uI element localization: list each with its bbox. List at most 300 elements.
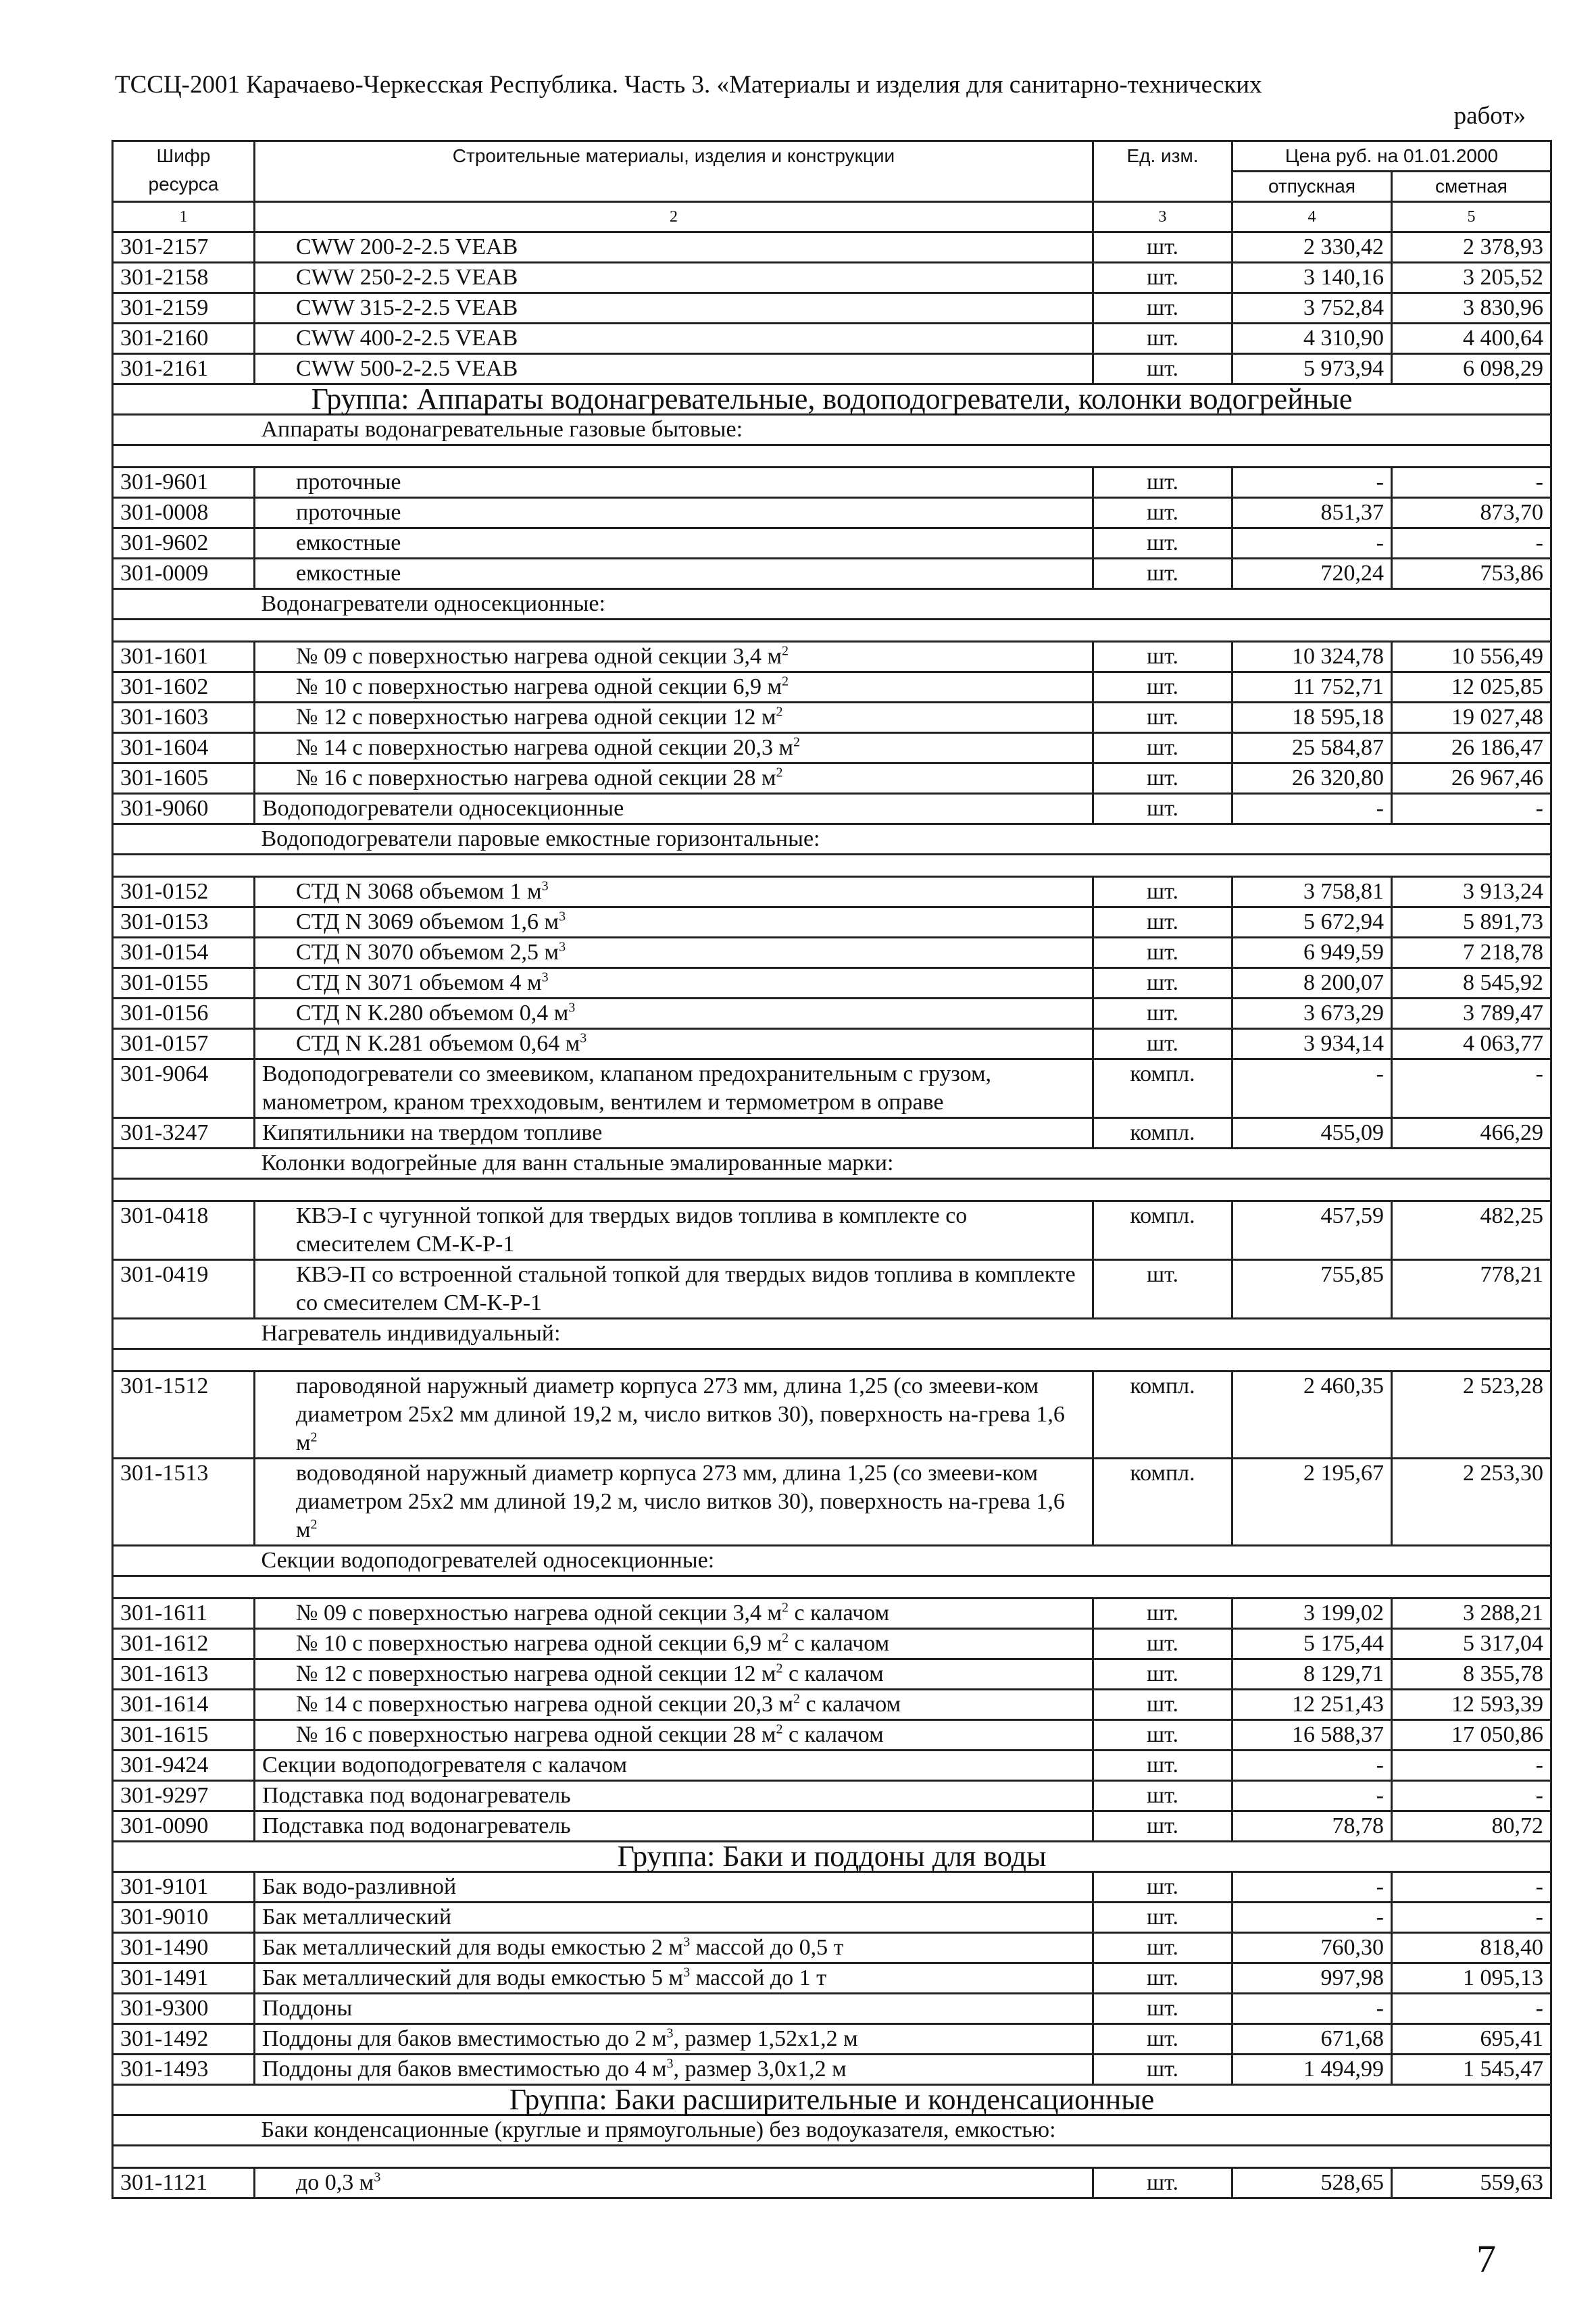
estimate-price: 3 205,52 [1392,263,1551,293]
item-name [255,1118,1093,1149]
unit-of-measure: шт. [1093,1994,1232,2024]
table-row [113,1599,1551,1629]
item-name-text: № 14 с поверхностью нагрева одной секции 20,3 м [296,1692,794,1717]
spacer-row [113,445,1551,468]
release-price: 3 758,81 [1232,877,1392,907]
subgroup-heading: Водонагреватели односекционные: [255,589,1551,620]
subgroup-row [113,824,1551,855]
unit-of-measure: шт. [1093,1029,1232,1059]
resource-code: 301-9601 [113,468,255,498]
estimate-price: 559,63 [1392,2168,1551,2198]
resource-code: 301-1491 [113,1963,255,1994]
resource-code: 301-1512 [113,1372,255,1459]
unit-exponent: 3 [541,970,549,985]
unit-of-measure: компл. [1093,1118,1232,1149]
table-row [113,324,1551,354]
subgroup-row [113,415,1551,445]
resource-code: 301-1601 [113,642,255,672]
item-name-text: Поддоны для баков вместимостью до 2 м [262,2026,667,2051]
resource-code: 301-1513 [113,1459,255,1546]
spacer-row [113,1179,1551,1201]
table-row [113,1260,1551,1319]
release-price: 2 330,42 [1232,232,1392,263]
group-heading-row [113,1842,1551,1872]
estimate-price: 482,25 [1392,1201,1551,1260]
item-name [255,877,1093,907]
table-row [113,1963,1551,1994]
unit-of-measure: шт. [1093,2024,1232,2055]
item-name-text: Подставка под водонагреватель [262,1783,571,1808]
spacer-cell [113,620,1551,642]
release-price: 851,37 [1232,498,1392,528]
item-name-tail: с калачом [789,1631,890,1656]
item-name [255,938,1093,968]
subgroup-heading: Аппараты водонагревательные газовые бытовые: [255,415,1551,445]
unit-exponent: 3 [683,1934,691,1950]
release-price: 760,30 [1232,1933,1392,1963]
unit-exponent: 3 [683,1965,691,1980]
table-row [113,1201,1551,1260]
unit-of-measure: компл. [1093,1459,1232,1546]
table-row [113,1933,1551,1963]
resource-code: 301-2157 [113,232,255,263]
resource-code: 301-0155 [113,968,255,999]
item-name-text: № 14 с поверхностью нагрева одной секции 20,3 м [296,735,794,760]
item-name-text: КВЭ-I с чугунной топкой для твердых видов топлива в комплекте со смесителем СМ-К-Р-1 [296,1203,968,1257]
resource-code: 301-0156 [113,999,255,1029]
item-name [255,1029,1093,1059]
estimate-price: - [1392,1751,1551,1781]
release-price: 457,59 [1232,1201,1392,1260]
resource-code: 301-1603 [113,703,255,733]
estimate-price: 3 288,21 [1392,1599,1551,1629]
table-row [113,703,1551,733]
spacer-row [113,2146,1551,2168]
resource-code: 301-1613 [113,1659,255,1690]
item-name [255,293,1093,324]
estimate-price: 3 789,47 [1392,999,1551,1029]
release-price: 3 673,29 [1232,999,1392,1029]
group-heading-row [113,384,1551,415]
item-name [255,354,1093,384]
table-row [113,1872,1551,1903]
unit-of-measure: шт. [1093,1903,1232,1933]
col-header-price: Цена руб. на 01.01.2000 [1232,141,1551,172]
unit-exponent: 2 [793,1691,801,1707]
item-name [255,1872,1093,1903]
item-name [255,1751,1093,1781]
estimate-price: 2 378,93 [1392,232,1551,263]
col-number: 1 [113,202,255,232]
resource-code: 301-1611 [113,1599,255,1629]
estimate-price: 1 095,13 [1392,1963,1551,1994]
unit-of-measure: шт. [1093,968,1232,999]
unit-of-measure: шт. [1093,907,1232,938]
estimate-price: 3 913,24 [1392,877,1551,907]
item-name-text: Кипятильники на твердом топливе [262,1120,603,1145]
spacer-row [113,1349,1551,1372]
subgroup-heading: Водоподогреватели паровые емкостные горизонтальные: [255,824,1551,855]
unit-of-measure: шт. [1093,877,1232,907]
item-name-text: СТД N К.281 объемом 0,64 м [296,1031,580,1056]
item-name-text: № 16 с поверхностью нагрева одной секции 28 м [296,765,776,790]
estimate-price: - [1392,1903,1551,1933]
unit-exponent: 2 [776,765,783,780]
spacer-row [113,620,1551,642]
release-price: 26 320,80 [1232,763,1392,794]
item-name [255,907,1093,938]
unit-exponent: 3 [374,2169,381,2185]
col-header-estimate-price: сметная [1392,172,1551,202]
table-row [113,938,1551,968]
release-price: 5 973,94 [1232,354,1392,384]
resource-code: 301-2159 [113,293,255,324]
subgroup-row [113,589,1551,620]
estimate-price: 4 400,64 [1392,324,1551,354]
unit-of-measure: шт. [1093,354,1232,384]
item-name [255,1811,1093,1842]
resource-code: 301-1493 [113,2055,255,2085]
resource-code: 301-1121 [113,2168,255,2198]
release-price: 2 460,35 [1232,1372,1392,1459]
item-name-text: емкостные [296,530,401,555]
release-price: 18 595,18 [1232,703,1392,733]
unit-of-measure: шт. [1093,2168,1232,2198]
item-name-text: CWW 400-2-2.5 VEAB [296,326,518,351]
table-row [113,1994,1551,2024]
item-name-tail: массой до 0,5 т [690,1935,844,1960]
estimate-price: 4 063,77 [1392,1029,1551,1059]
page-number: 7 [1476,2237,1496,2281]
item-name-text: Поддоны [262,1996,353,2021]
item-name-text: CWW 250-2-2.5 VEAB [296,265,518,290]
unit-of-measure: шт. [1093,324,1232,354]
estimate-price: 8 545,92 [1392,968,1551,999]
table-row [113,2055,1551,2085]
unit-exponent: 2 [782,1630,789,1646]
unit-exponent: 2 [310,1430,318,1445]
table-row [113,968,1551,999]
item-name-text: № 12 с поверхностью нагрева одной секции 12 м [296,705,776,730]
table-row [113,468,1551,498]
estimate-price: - [1392,1994,1551,2024]
item-name-text: № 10 с поверхностью нагрева одной секции 6,9 м [296,674,782,699]
item-name [255,2055,1093,2085]
subgroup-row [113,2115,1551,2146]
item-name-text: № 09 с поверхностью нагрева одной секции 3,4 м [296,1601,782,1626]
item-name-text: № 09 с поверхностью нагрева одной секции 3,4 м [296,644,782,669]
item-name [255,2168,1093,2198]
item-name [255,1690,1093,1720]
estimate-price: - [1392,1781,1551,1811]
item-name [255,1994,1093,2024]
resource-code: 301-0157 [113,1029,255,1059]
subgroup-row [113,1546,1551,1576]
unit-of-measure: компл. [1093,1372,1232,1459]
unit-of-measure: шт. [1093,672,1232,703]
item-name-text: Секции водоподогревателя с калачом [262,1753,627,1778]
item-name-tail: массой до 1 т [690,1965,826,1990]
item-name-text: проточные [296,470,401,495]
resource-code: 301-9060 [113,794,255,824]
table-row [113,2168,1551,2198]
estimate-price: - [1392,1059,1551,1118]
estimate-price: 2 523,28 [1392,1372,1551,1459]
release-price: 3 140,16 [1232,263,1392,293]
unit-exponent: 2 [776,1721,783,1737]
item-name-text: Водоподогреватели со змеевиком, клапаном предохранительным с грузом, манометром, краном трехходовым, вентилем и термометром в оправе [262,1061,992,1115]
estimate-price: 6 098,29 [1392,354,1551,384]
estimate-price: 753,86 [1392,559,1551,589]
resource-code: 301-9424 [113,1751,255,1781]
release-price: 2 195,67 [1232,1459,1392,1546]
estimate-price: 7 218,78 [1392,938,1551,968]
release-price: 3 199,02 [1232,1599,1392,1629]
table-row [113,1751,1551,1781]
item-name-text: CWW 200-2-2.5 VEAB [296,234,518,259]
item-name-text: СТД N 3068 объемом 1 м [296,879,542,904]
item-name [255,1781,1093,1811]
estimate-price: - [1392,794,1551,824]
spacer-row [113,855,1551,877]
subgroup-blank [113,824,255,855]
resource-code: 301-1615 [113,1720,255,1751]
item-name [255,1201,1093,1260]
estimate-price: 5 891,73 [1392,907,1551,938]
unit-of-measure: шт. [1093,1260,1232,1319]
resource-code: 301-0008 [113,498,255,528]
item-name [255,1963,1093,1994]
release-price: - [1232,1781,1392,1811]
estimate-price: - [1392,1872,1551,1903]
group-heading: Группа: Баки расширительные и конденсационные [113,2085,1551,2115]
release-price: 5 175,44 [1232,1629,1392,1659]
release-price: 5 672,94 [1232,907,1392,938]
release-price: 78,78 [1232,1811,1392,1842]
table-row [113,1720,1551,1751]
release-price: - [1232,528,1392,559]
resource-code: 301-9297 [113,1781,255,1811]
item-name-text: СТД N К.280 объемом 0,4 м [296,1001,569,1026]
col-number: 2 [255,202,1093,232]
estimate-price: 3 830,96 [1392,293,1551,324]
resource-code: 301-1492 [113,2024,255,2055]
item-name [255,1659,1093,1690]
price-table [111,140,1552,2199]
item-name [255,1629,1093,1659]
unit-exponent: 2 [310,1517,318,1532]
release-price: 16 588,37 [1232,1720,1392,1751]
resource-code: 301-0152 [113,877,255,907]
estimate-price: 12 025,85 [1392,672,1551,703]
resource-code: 301-1614 [113,1690,255,1720]
estimate-price: 80,72 [1392,1811,1551,1842]
resource-code: 301-0418 [113,1201,255,1260]
unit-of-measure: шт. [1093,2055,1232,2085]
estimate-price: 5 317,04 [1392,1629,1551,1659]
estimate-price: - [1392,468,1551,498]
release-price: 12 251,43 [1232,1690,1392,1720]
item-name [255,559,1093,589]
table-row [113,1690,1551,1720]
item-name [255,1260,1093,1319]
item-name [255,1372,1093,1459]
estimate-price: 10 556,49 [1392,642,1551,672]
table-row [113,877,1551,907]
release-price: 528,65 [1232,2168,1392,2198]
item-name [255,733,1093,763]
item-name-text: СТД N 3069 объемом 1,6 м [296,909,559,934]
release-price: - [1232,1903,1392,1933]
item-name [255,1459,1093,1546]
table-row [113,907,1551,938]
unit-of-measure: шт. [1093,1599,1232,1629]
subgroup-blank [113,1319,255,1349]
table-row [113,999,1551,1029]
resource-code: 301-9300 [113,1994,255,2024]
col-number: 5 [1392,202,1551,232]
unit-of-measure: шт. [1093,733,1232,763]
item-name-text: до 0,3 м [296,2170,374,2195]
item-name-text: водоводяной наружный диаметр корпуса 273 мм, длина 1,25 (со змееви-ком диаметром 25х2 мм длиной 19,2 м, число витков 30), поверхность на-грева 1,6 м [296,1461,1065,1542]
col-header-code: Шифр ресурса [113,141,255,202]
unit-of-measure: шт. [1093,559,1232,589]
estimate-price: 778,21 [1392,1260,1551,1319]
spacer-cell [113,855,1551,877]
unit-of-measure: шт. [1093,1963,1232,1994]
item-name-tail: , размер 1,52х1,2 м [673,2026,858,2051]
resource-code: 301-0153 [113,907,255,938]
release-price: - [1232,794,1392,824]
unit-of-measure: шт. [1093,468,1232,498]
release-price: 755,85 [1232,1260,1392,1319]
col-header-unit: Ед. изм. [1093,141,1232,202]
item-name-text: Водоподогреватели односекционные [262,796,624,821]
estimate-price: 12 593,39 [1392,1690,1551,1720]
item-name [255,498,1093,528]
item-name [255,468,1093,498]
resource-code: 301-2160 [113,324,255,354]
table-row [113,1659,1551,1690]
subgroup-blank [113,1149,255,1179]
resource-code: 301-2158 [113,263,255,293]
unit-of-measure: шт. [1093,1629,1232,1659]
item-name-text: СТД N 3070 объемом 2,5 м [296,940,559,965]
col-header-release-price: отпускная [1232,172,1392,202]
estimate-price: 26 186,47 [1392,733,1551,763]
resource-code: 301-1490 [113,1933,255,1963]
item-name [255,703,1093,733]
resource-code: 301-1604 [113,733,255,763]
resource-code: 301-9602 [113,528,255,559]
unit-of-measure: шт. [1093,293,1232,324]
estimate-price: 466,29 [1392,1118,1551,1149]
release-price: 720,24 [1232,559,1392,589]
item-name-text: Бак водо-разливной [262,1874,457,1899]
item-name-text: Бак металлический [262,1905,452,1930]
release-price: 10 324,78 [1232,642,1392,672]
unit-exponent: 2 [776,1661,783,1676]
resource-code: 301-2161 [113,354,255,384]
resource-code: 301-0009 [113,559,255,589]
table-row [113,559,1551,589]
item-name-text: № 10 с поверхностью нагрева одной секции 6,9 м [296,1631,782,1656]
unit-of-measure: шт. [1093,1659,1232,1690]
resource-code: 301-0090 [113,1811,255,1842]
unit-of-measure: шт. [1093,763,1232,794]
estimate-price: 8 355,78 [1392,1659,1551,1690]
estimate-price: 873,70 [1392,498,1551,528]
unit-exponent: 2 [782,1600,789,1615]
table-row [113,672,1551,703]
unit-of-measure: шт. [1093,703,1232,733]
table-row [113,528,1551,559]
release-price: 3 752,84 [1232,293,1392,324]
item-name-text: № 12 с поверхностью нагрева одной секции 12 м [296,1661,776,1686]
col-number: 4 [1232,202,1392,232]
table-row [113,354,1551,384]
unit-exponent: 3 [580,1030,587,1046]
subgroup-heading: Колонки водогрейные для ванн стальные эмалированные марки: [255,1149,1551,1179]
estimate-price: - [1392,528,1551,559]
subgroup-blank [113,1546,255,1576]
unit-of-measure: шт. [1093,642,1232,672]
unit-of-measure: компл. [1093,1201,1232,1260]
release-price: 8 200,07 [1232,968,1392,999]
estimate-price: 818,40 [1392,1933,1551,1963]
item-name [255,763,1093,794]
table-row [113,763,1551,794]
resource-code: 301-3247 [113,1118,255,1149]
spacer-cell [113,1576,1551,1599]
release-price: 455,09 [1232,1118,1392,1149]
resource-code: 301-9101 [113,1872,255,1903]
spacer-row [113,1576,1551,1599]
release-price: 11 752,71 [1232,672,1392,703]
estimate-price: 2 253,30 [1392,1459,1551,1546]
unit-of-measure: шт. [1093,1690,1232,1720]
release-price: - [1232,1059,1392,1118]
group-heading-row [113,2085,1551,2115]
group-heading: Группа: Аппараты водонагревательные, водоподогреватели, колонки водогрейные [113,384,1551,415]
resource-code: 301-1605 [113,763,255,794]
release-price: 3 934,14 [1232,1029,1392,1059]
unit-exponent: 3 [541,878,549,894]
table-row [113,1629,1551,1659]
item-name [255,1933,1093,1963]
release-price: 1 494,99 [1232,2055,1392,2085]
unit-of-measure: шт. [1093,1781,1232,1811]
header-line-2: работ» [1453,102,1526,130]
subgroup-heading: Нагреватель индивидуальный: [255,1319,1551,1349]
spacer-cell [113,2146,1551,2168]
release-price: 25 584,87 [1232,733,1392,763]
unit-of-measure: шт. [1093,1811,1232,1842]
unit-of-measure: шт. [1093,528,1232,559]
page-header [115,70,1527,132]
subgroup-blank [113,2115,255,2146]
unit-exponent: 3 [666,2026,674,2041]
group-heading: Группа: Баки и поддоны для воды [113,1842,1551,1872]
unit-of-measure: шт. [1093,999,1232,1029]
unit-of-measure: шт. [1093,1872,1232,1903]
table-row [113,263,1551,293]
spacer-cell [113,1179,1551,1201]
unit-exponent: 3 [568,1000,576,1015]
item-name [255,642,1093,672]
item-name-text: емкостные [296,561,401,586]
table-row [113,232,1551,263]
